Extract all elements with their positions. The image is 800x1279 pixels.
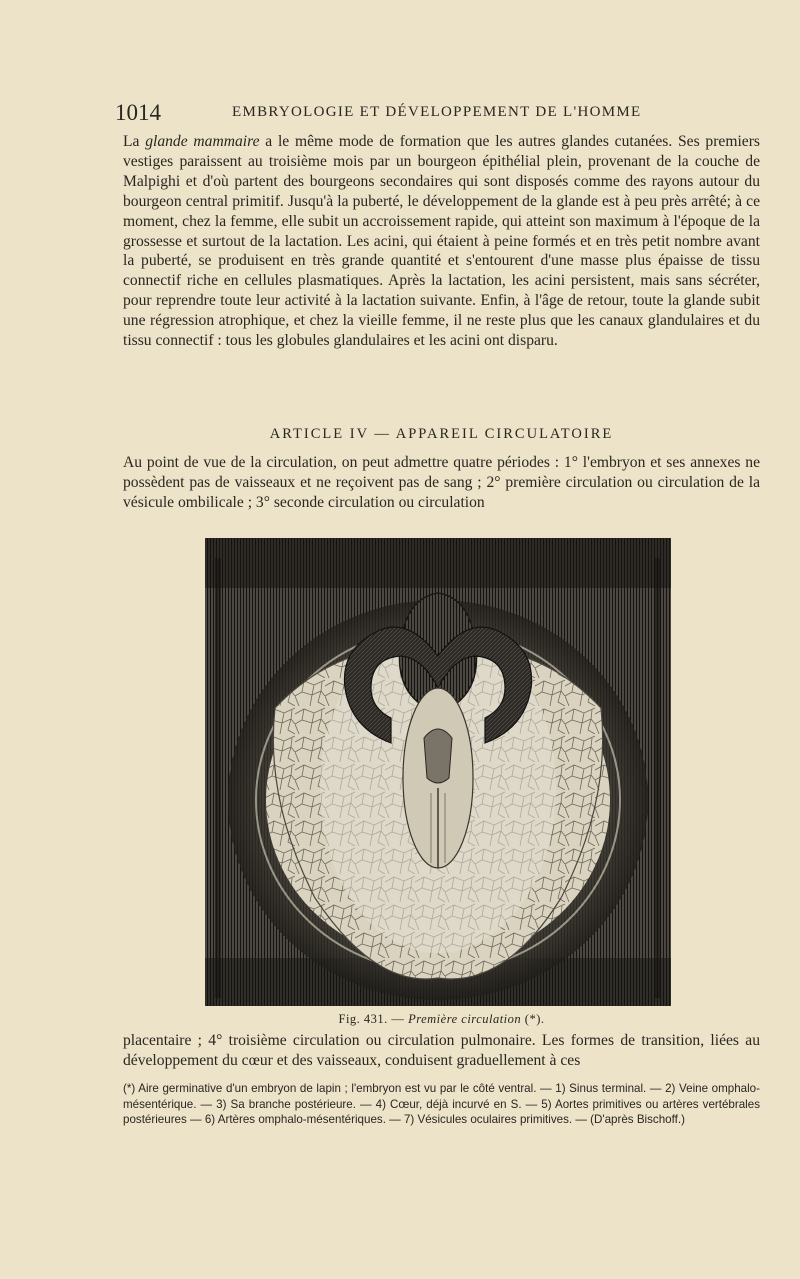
embryo-engraving [205,538,671,1006]
paragraph-mammary-gland [123,132,760,351]
caption-suffix: (*). [521,1012,545,1026]
paragraph-circulation-continued: placentaire ; 4° troisième circulation ou circulation pulmonaire. Les formes de transition, liées au développement du cœur et des vaisseaux, conduisent graduellement à ces [123,1032,760,1069]
term-glande-mammaire: glande mammaire [145,133,260,150]
caption-title: Première circulation [408,1012,522,1026]
figure-footnote: (*) Aire germinative d'un embryon de lapin ; l'embryon est vu par le côté ventral. — 1) Sinus terminal. — 2) Veine omphalo-mésentérique. — 3) Sa branche postérieure. — 4) Cœur, déjà incurvé en S. — 5) Aortes primitives ou artères vertébrales postérieures — 6) Artères omphalo-mésentériques. — 7) Vésicules oculaires primitives. — (D'après Bischoff.) [123,1082,760,1127]
caption-prefix: Fig. 431. — [338,1012,409,1026]
figure-embryo-illustration [205,538,671,1006]
paragraph-body: a le même mode de formation que les autres glandes cutanées. Ses premiers vestiges paraissent au troisième mois par un bourgeon épithélial plein, provenant de la couche de Malpighi et d'où partent des bourgeons secondaires qui sont disposés comme des rayons autour du bourgeon central primitif. Jusqu'à la puberté, le développement de la glande est à peu près arrêté; à ce moment, chez la femme, elle subit un accroissement rapide, qui atteint son maximum à l'époque de la grossesse et surtout de la lactation. Les acini, qui étaient à peine formés et en très petit nombre avant la puberté, se produisent en très grande quantité et s'entourent d'une masse plus épaisse de tissu connectif riche en cellules plasmatiques. Après la lactation, les acini persistent, mais sans sécréter, pour reprendre toute leur activité à la lactation suivante. Enfin, à l'âge de retour, toute la glande subit une régression atrophique, et chez la vieille femme, il ne reste plus que les canaux glandulaires et du tissu connectif : tous les globules glandulaires et les acini ont disparu. [123,133,760,350]
paragraph-circulation-periods: Au point de vue de la circulation, on peut admettre quatre périodes : 1° l'embryon et ses annexes ne possèdent pas de vaisseaux et ne reçoivent pas de sang ; 2° première circulation ou circulation de la vésicule ombilicale ; 3° seconde circulation ou circulation [123,454,760,511]
page-header [115,100,765,124]
heart [424,729,452,783]
article-title: ARTICLE IV — APPAREIL CIRCULATOIRE [269,426,614,442]
paragraph-lead: La [123,133,146,150]
running-head: EMBRYOLOGIE ET DÉVELOPPEMENT DE L'HOMME [232,104,642,120]
page-number: 1014 [115,100,161,125]
figure-caption [123,1012,760,1027]
